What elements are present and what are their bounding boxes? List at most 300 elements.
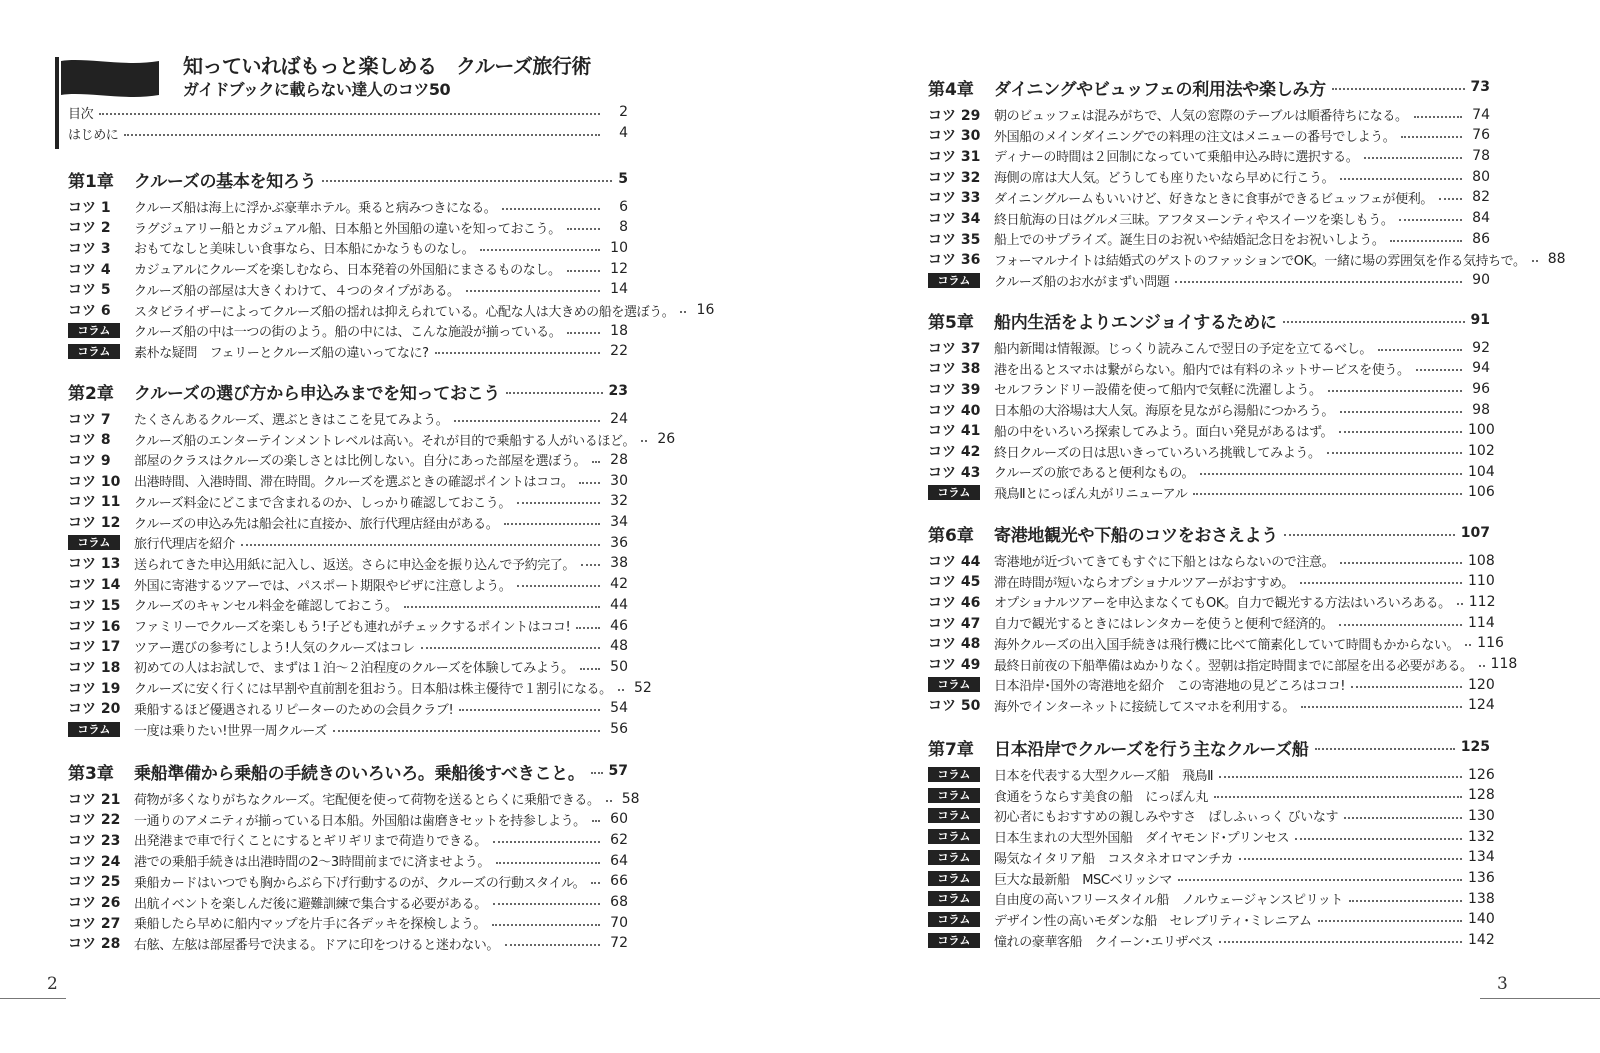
tip-entry xyxy=(68,871,628,892)
entry-title: 海外クルーズの出入国手続きは飛行機に比べて簡素化していて時間もかからない。 xyxy=(994,637,1460,653)
leader-dots xyxy=(1339,624,1462,626)
leader-dots xyxy=(505,944,600,946)
entry-title: 一通りのアメニティが揃っている日本船。外国船は歯磨きセットを持参しよう。 xyxy=(134,813,586,829)
tip-label: コツ 37 xyxy=(928,340,981,357)
entry-title: 乗船したら早めに船内マップを片手に各デッキを探検しよう。 xyxy=(134,917,487,933)
entry-page: 104 xyxy=(1468,463,1495,480)
entry-title: 日本を代表する大型クルーズ船 飛鳥Ⅱ xyxy=(994,769,1214,784)
tip-label: コツ 42 xyxy=(928,444,981,460)
tip-entry xyxy=(68,196,628,217)
leader-dots xyxy=(421,647,600,649)
tip-entry xyxy=(68,217,628,238)
leader-dots xyxy=(459,709,600,711)
tip-label: コツ 36 xyxy=(928,252,981,269)
tip-entry xyxy=(68,237,628,258)
front-matter-entry xyxy=(68,102,628,122)
entry-title: 船の中をいろいろ探索してみよう。面白い発見があるはず。 xyxy=(994,424,1334,440)
entry-page: 60 xyxy=(610,811,628,828)
tip-entry xyxy=(68,636,628,657)
leader-dots xyxy=(1401,136,1462,138)
entry-title: 終日クルーズの日は思いきっていろいろ挑戦してみよう。 xyxy=(994,445,1321,461)
entry-title: 荷物が多くなりがちなクルーズ。宅配便を使って荷物を送るとらくに乗船できる。 xyxy=(134,793,600,808)
entry-page: 108 xyxy=(1468,552,1495,569)
leader-dots xyxy=(99,113,600,115)
column-entry xyxy=(68,532,628,553)
tip-entry xyxy=(68,788,640,809)
entry-title: 寄港地が近づいてきてもすぐに下船とはならないので注意。 xyxy=(994,555,1335,570)
tip-label: コツ 14 xyxy=(68,577,121,594)
entry-title: 旅行代理店を紹介 xyxy=(134,537,235,553)
leader-dots xyxy=(1300,582,1462,584)
entry-title: クルーズ船の中は一つの街のよう。船の中には、こんな施設が揃っている。 xyxy=(134,325,562,341)
tip-label: コツ 15 xyxy=(68,597,121,614)
tip-label: コツ 7 xyxy=(68,411,111,428)
tip-label: コツ 46 xyxy=(928,594,981,611)
tip-label: コツ 19 xyxy=(68,680,121,697)
entry-page: 30 xyxy=(610,472,628,489)
chapter-title: 寄港地観光や下船のコツをおさえよう xyxy=(994,525,1278,546)
chapter-title: ダイニングやビュッフェの利用法や楽しみ方 xyxy=(994,79,1326,100)
entry-page: 32 xyxy=(610,493,628,510)
leader-dots xyxy=(1283,321,1465,323)
entry-page: 16 xyxy=(696,302,715,318)
tip-label: コツ 5 xyxy=(68,282,111,299)
entry-page: 80 xyxy=(1472,168,1490,185)
entry-title: 外国に寄港するツアーでは、パスポート期限やビザに注意しよう。 xyxy=(134,578,512,594)
tip-entry xyxy=(68,809,628,830)
column-entry xyxy=(928,930,1495,951)
tip-label: コツ 39 xyxy=(928,381,981,398)
tip-label: コツ 21 xyxy=(68,791,121,808)
entry-page: 6 xyxy=(619,198,628,215)
entry-page: 88 xyxy=(1547,251,1566,268)
entry-page: 36 xyxy=(610,534,628,551)
leader-dots xyxy=(404,606,600,608)
leader-dots xyxy=(493,903,600,905)
entry-title: クルーズ料金にどこまで含まれるのか、しっかり確認しておこう。 xyxy=(134,495,511,511)
entry-title: クルーズの申込み先は船会社に直接か、旅行代理店経由がある。 xyxy=(134,516,499,532)
tip-entry xyxy=(928,550,1495,571)
chapter-heading xyxy=(68,166,628,192)
chapter-heading xyxy=(68,758,628,784)
entry-page: 96 xyxy=(1472,380,1490,397)
column-entry xyxy=(928,482,1495,503)
chapter-title: 船内生活をよりエンジョイするために xyxy=(994,312,1277,333)
leader-dots xyxy=(504,523,600,525)
tip-label: コツ 30 xyxy=(928,128,981,145)
entry-page: 102 xyxy=(1468,443,1495,459)
tip-label: コツ 44 xyxy=(928,553,981,570)
leader-dots xyxy=(1200,473,1462,475)
tip-entry xyxy=(68,912,628,933)
tip-entry xyxy=(68,512,628,533)
leader-dots xyxy=(1339,431,1462,433)
tip-entry xyxy=(928,187,1490,208)
tip-entry xyxy=(928,695,1495,716)
entry-page: 120 xyxy=(1468,676,1495,693)
tip-label: コツ 26 xyxy=(68,895,121,911)
entry-page: 10 xyxy=(610,239,628,256)
column-badge: コラム xyxy=(928,891,980,906)
leader-dots xyxy=(1457,603,1463,605)
entry-title: ファミリーでクルーズを楽しもう!子ども連れがチェックするポイントはココ! xyxy=(134,620,571,635)
entry-title: ツアー選びの参考にしよう!人気のクルーズはコレ xyxy=(134,640,415,656)
leader-dots xyxy=(618,689,624,691)
column-badge: コラム xyxy=(928,871,980,886)
tip-label: コツ 47 xyxy=(928,615,981,632)
entry-title: 船上でのサプライズ。誕生日のお祝いや結婚記念日をお祝いしよう。 xyxy=(994,233,1385,249)
contents-label: CONTENTS xyxy=(63,45,142,62)
leader-dots xyxy=(517,502,600,504)
entry-title: 終日航海の日はグルメ三昧。アフタヌーンティやスイーツを楽しもう。 xyxy=(994,212,1394,228)
column-badge: コラム xyxy=(68,344,120,359)
leader-dots xyxy=(1315,748,1455,750)
leader-dots xyxy=(1479,665,1485,667)
leader-dots xyxy=(1284,534,1455,536)
tip-entry xyxy=(68,933,628,954)
tip-label: コツ 31 xyxy=(928,148,981,165)
tip-label: コツ 40 xyxy=(928,402,981,419)
entry-title: はじめに xyxy=(68,127,119,143)
leader-dots xyxy=(1332,88,1465,90)
entry-title: クルーズのキャンセル料金を確認しておこう。 xyxy=(134,599,398,615)
entry-title: 憧れの豪華客船 クイーン･エリザベス xyxy=(994,934,1214,950)
entry-title: 送られてきた申込用紙に記入し、返送。さらに申込金を振り込んで予約完了。 xyxy=(134,557,576,573)
column-entry xyxy=(928,888,1495,909)
tip-label: コツ 10 xyxy=(68,473,121,490)
leader-dots xyxy=(1219,776,1462,778)
column-badge: コラム xyxy=(928,677,980,692)
entry-page: 68 xyxy=(610,894,628,910)
chapter-title: 日本沿岸でクルーズを行う主なクルーズ船 xyxy=(994,739,1309,760)
tip-label: コツ 18 xyxy=(68,659,121,676)
column-entry xyxy=(928,674,1495,695)
leader-dots xyxy=(1364,157,1462,159)
tip-entry xyxy=(68,698,628,719)
entry-title: 乗船するほど優遇されるリピーターのための会員クラブ! xyxy=(134,702,454,718)
book-subtitle: ガイドブックに載らない達人のコツ50 xyxy=(183,80,451,99)
chapter-heading xyxy=(928,520,1490,546)
entry-title: 初心者にもおすすめの親しみやすさ ぱしふぃっく びいなす xyxy=(994,810,1339,826)
tip-entry xyxy=(928,228,1490,249)
leader-dots xyxy=(322,180,612,182)
entry-page: 86 xyxy=(1472,230,1490,247)
entry-page: 118 xyxy=(1490,656,1518,672)
tip-entry xyxy=(928,633,1504,654)
tip-label: コツ 16 xyxy=(68,618,121,635)
entry-page: 132 xyxy=(1468,828,1495,845)
tip-label: コツ 34 xyxy=(928,211,981,227)
tip-entry xyxy=(928,378,1490,399)
entry-page: 56 xyxy=(610,721,628,737)
entry-title: 朝のビュッフェは混みがちで、人気の窓際のテーブルは順番待ちになる。 xyxy=(994,109,1408,124)
leader-dots xyxy=(1175,281,1462,283)
entry-page: 78 xyxy=(1472,147,1490,164)
leader-dots xyxy=(1340,411,1462,413)
leader-dots xyxy=(506,392,602,394)
tip-label: コツ 33 xyxy=(928,190,981,207)
leader-dots xyxy=(435,352,600,354)
chapter-label: 第4章 xyxy=(928,79,974,100)
chapter-label: 第5章 xyxy=(928,312,974,333)
leader-dots xyxy=(241,544,600,546)
entry-title: 食通をうならす美食の船 にっぽん丸 xyxy=(994,789,1208,805)
entry-title: 飛鳥Ⅱとにっぽん丸がリニューアル xyxy=(994,486,1188,502)
entry-title: スタビライザーによってクルーズ船の揺れは抑えられている。心配な人は大きめの船を選ぼう。 xyxy=(134,304,675,320)
entry-page: 114 xyxy=(1468,614,1495,631)
entry-title: 港での乗船手続きは出港時間の2～3時間前までに済ませよう。 xyxy=(134,855,490,871)
tip-label: コツ 13 xyxy=(68,556,121,573)
entry-title: クルーズ船の部屋は大きくわけて、４つのタイプがある。 xyxy=(134,283,460,299)
entry-title: 外国船のメインダイニングでの料理の注文はメニューの番号でしよう。 xyxy=(994,129,1396,145)
column-badge: コラム xyxy=(928,829,980,844)
chapter-page: 91 xyxy=(1470,312,1490,328)
entry-title: デザイン性の高いモダンな船 セレブリティ･ミレニアム xyxy=(994,913,1312,929)
entry-title: セルフランドリー設備を使って船内で気軽に洗濯しよう。 xyxy=(994,383,1322,399)
tip-label: コツ 49 xyxy=(928,657,981,673)
footer-rule-right xyxy=(1480,998,1600,999)
leader-dots xyxy=(1328,390,1462,392)
chapter-heading xyxy=(928,307,1490,333)
chapter-page: 125 xyxy=(1460,739,1490,755)
entry-title: ラグジュアリー船とカジュアル船、日本船と外国船の違いを知っておこう。 xyxy=(134,221,561,237)
tip-entry xyxy=(68,300,715,321)
leader-dots xyxy=(606,800,612,802)
entry-page: 98 xyxy=(1472,401,1490,418)
entry-title: ディナーの時間は２回制になっていて乗船申込み時に選択する。 xyxy=(994,150,1359,166)
right-page xyxy=(800,0,1600,1053)
entry-page: 106 xyxy=(1468,484,1495,501)
leader-dots xyxy=(124,134,600,136)
tip-entry xyxy=(928,249,1566,270)
column-badge: コラム xyxy=(928,850,980,865)
chapter-page: 73 xyxy=(1470,79,1490,95)
tip-entry xyxy=(68,615,628,636)
entry-title: おもてなしと美味しい食事なら、日本船にかなうものなし。 xyxy=(134,242,475,258)
page-number-right: 3 xyxy=(1497,974,1508,994)
leader-dots xyxy=(680,311,686,313)
leader-dots xyxy=(591,882,600,884)
front-matter-entry xyxy=(68,123,628,143)
leader-dots xyxy=(580,668,600,670)
entry-page: 90 xyxy=(1472,272,1490,289)
tip-label: コツ 35 xyxy=(928,231,981,248)
entry-page: 34 xyxy=(610,514,628,530)
column-entry xyxy=(68,719,628,740)
tip-entry xyxy=(68,258,628,279)
entry-title: オプショナルツアーを申込まなくてもOK。自力で観光する方法はいろいろある。 xyxy=(994,596,1451,612)
tip-entry xyxy=(928,461,1495,482)
entry-page: 140 xyxy=(1468,911,1495,928)
tip-label: コツ 48 xyxy=(928,636,981,653)
leader-dots xyxy=(466,290,600,292)
entry-title: クルーズ船のエンターテインメントレベルは高い。それが目的で乗船する人がいるほど。 xyxy=(134,433,636,449)
leader-dots xyxy=(1414,116,1462,118)
entry-page: 70 xyxy=(610,914,628,931)
entry-page: 136 xyxy=(1468,870,1495,886)
tip-entry xyxy=(68,594,628,615)
leader-dots xyxy=(1399,219,1462,221)
page-number-left: 2 xyxy=(47,974,58,994)
entry-title: 目次 xyxy=(68,106,94,122)
entry-page: 42 xyxy=(610,576,628,593)
entry-page: 48 xyxy=(610,638,628,655)
entry-title: 最終日前夜の下船準備はぬかりなく。翌朝は指定時間までに部屋を出る必要がある。 xyxy=(994,658,1473,674)
tip-label: コツ 32 xyxy=(928,169,981,186)
leader-dots xyxy=(1439,198,1462,200)
entry-page: 94 xyxy=(1472,360,1490,377)
chapter-page: 107 xyxy=(1460,525,1490,541)
entry-page: 72 xyxy=(610,935,628,952)
entry-page: 24 xyxy=(610,410,628,427)
tip-label: コツ 8 xyxy=(68,432,111,449)
entry-page: 62 xyxy=(610,831,628,848)
entry-page: 22 xyxy=(610,343,628,360)
leader-dots xyxy=(1351,686,1462,688)
entry-page: 84 xyxy=(1472,210,1490,226)
leader-dots xyxy=(1327,452,1462,454)
leader-dots xyxy=(576,627,600,629)
entry-title: フォーマルナイトは結婚式のゲストのファッションでOK。一緒に場の雰囲気を作る気持ちで。 xyxy=(994,253,1526,269)
entry-title: 日本生まれの大型外国船 ダイヤモンド･プリンセス xyxy=(994,831,1290,847)
entry-title: 一度は乗りたい!世界一周クルーズ xyxy=(134,723,327,739)
column-badge: コラム xyxy=(928,788,980,803)
entry-page: 64 xyxy=(610,852,628,869)
column-badge: コラム xyxy=(928,485,980,500)
tip-entry xyxy=(928,166,1490,187)
entry-page: 116 xyxy=(1477,635,1504,652)
chapter-label: 第7章 xyxy=(928,739,974,760)
chapter-title: 乗船準備から乗船の手続きのいろいろ。乗船後すべきこと。 xyxy=(134,763,585,784)
leader-dots xyxy=(1340,178,1462,180)
column-badge: コラム xyxy=(928,933,980,948)
leader-dots xyxy=(496,862,600,864)
chapter-title: クルーズの選び方から申込みまでを知っておこう xyxy=(134,383,501,404)
entry-title: 右舷、左舷は部屋番号で決まる。ドアに印をつけると迷わない。 xyxy=(134,937,500,953)
tip-entry xyxy=(928,654,1518,675)
entry-page: 92 xyxy=(1472,339,1490,356)
leader-dots xyxy=(480,249,600,251)
entry-title: 乗船カードはいつでも胸からぶら下げ行動するのが、クルーズの行動スタイル。 xyxy=(134,875,586,891)
chapter-heading xyxy=(68,378,628,404)
leader-dots xyxy=(1295,838,1462,840)
leader-dots xyxy=(592,820,600,822)
tip-entry xyxy=(68,574,628,595)
leader-dots xyxy=(1318,920,1462,922)
chapter-label: 第6章 xyxy=(928,525,974,546)
entry-page: 4 xyxy=(619,125,628,141)
leader-dots xyxy=(1340,562,1462,564)
leader-dots xyxy=(502,208,600,210)
leader-dots xyxy=(1301,706,1462,708)
tip-entry xyxy=(928,358,1490,379)
leader-dots xyxy=(1344,817,1462,819)
entry-title: 港を出るとスマホは繋がらない。船内では有料のネットサービスを使う。 xyxy=(994,362,1410,378)
entry-title: 海外でインターネットに接続してスマホを利用する。 xyxy=(994,699,1295,715)
entry-title: 初めての人はお試しで、まずは１泊～２泊程度のクルーズを体験してみよう。 xyxy=(134,661,574,677)
tip-label: コツ 17 xyxy=(68,639,121,656)
chapter-title: クルーズの基本を知ろう xyxy=(134,171,317,192)
entry-page: 50 xyxy=(610,658,628,675)
chapter-page: 23 xyxy=(608,383,628,399)
entry-page: 28 xyxy=(610,451,628,468)
entry-title: 日本船の大浴場は大人気。海原を見ながら湯船につかろう。 xyxy=(994,404,1334,420)
tip-entry xyxy=(68,279,628,300)
column-badge: コラム xyxy=(928,767,980,782)
entry-title: 滞在時間が短いならオプショナルツアーがおすすめ。 xyxy=(994,575,1294,591)
tip-entry xyxy=(68,850,628,871)
tip-entry xyxy=(68,449,628,470)
tip-label: コツ 29 xyxy=(928,107,981,124)
entry-page: 26 xyxy=(657,431,676,448)
entry-page: 82 xyxy=(1472,189,1490,206)
tip-entry xyxy=(68,677,652,698)
column-badge: コラム xyxy=(68,722,120,737)
tip-entry xyxy=(68,429,676,450)
leader-dots xyxy=(1349,900,1462,902)
tip-label: コツ 38 xyxy=(928,361,981,378)
leader-dots xyxy=(592,461,600,463)
tip-entry xyxy=(68,470,628,491)
footer-rule-left xyxy=(0,998,66,999)
leader-dots xyxy=(567,332,600,334)
entry-title: カジュアルにクルーズを楽しむなら、日本発着の外国船にまさるものなし。 xyxy=(134,263,561,279)
entry-page: 44 xyxy=(610,596,628,613)
tip-entry xyxy=(928,337,1490,358)
leader-dots xyxy=(579,482,600,484)
leader-dots xyxy=(1390,240,1462,242)
column-entry xyxy=(928,826,1495,847)
entry-page: 142 xyxy=(1468,932,1495,949)
entry-title: クルーズ船のお水がまずい問題 xyxy=(994,274,1170,290)
column-entry xyxy=(928,805,1495,826)
entry-title: 出航イベントを楽しんだ後に避難訓練で集合する必要がある。 xyxy=(134,896,487,912)
leader-dots xyxy=(1378,349,1462,351)
chapter-page: 5 xyxy=(618,171,628,187)
tip-label: コツ 23 xyxy=(68,832,121,849)
chapter-label: 第3章 xyxy=(68,763,114,784)
entry-page: 124 xyxy=(1468,697,1495,714)
leader-dots xyxy=(1214,796,1462,798)
tip-entry xyxy=(928,208,1490,229)
entry-page: 76 xyxy=(1472,127,1490,144)
leader-dots xyxy=(641,440,647,442)
tip-entry xyxy=(928,420,1495,441)
column-entry xyxy=(928,785,1495,806)
column-badge: コラム xyxy=(928,273,980,288)
entry-page: 58 xyxy=(621,790,640,807)
entry-title: 自由度の高いフリースタイル船 ノルウェージャンスピリット xyxy=(994,893,1343,909)
entry-title: クルーズに安く行くには早割や直前割を狙おう。日本船は株主優待で１割引になる。 xyxy=(134,682,612,698)
entry-page: 8 xyxy=(619,219,628,236)
chapter-label: 第1章 xyxy=(68,171,114,192)
entry-title: 陽気なイタリア船 コスタネオロマンチカ xyxy=(994,851,1234,867)
entry-title: 出港時間、入港時間、滞在時間。クルーズを選ぶときの確認ポイントはココ。 xyxy=(134,475,574,491)
entry-page: 38 xyxy=(610,555,628,572)
entry-page: 138 xyxy=(1468,890,1495,907)
tip-label: コツ 28 xyxy=(68,936,121,953)
tip-label: コツ 12 xyxy=(68,515,121,531)
tip-label: コツ 9 xyxy=(68,452,111,469)
entry-page: 54 xyxy=(610,700,628,717)
entry-page: 128 xyxy=(1468,787,1495,804)
chapter-heading xyxy=(928,74,1490,100)
column-entry xyxy=(68,341,628,362)
entry-page: 66 xyxy=(610,873,628,890)
leader-dots xyxy=(567,228,600,230)
entry-page: 110 xyxy=(1468,573,1495,590)
tip-entry xyxy=(68,491,628,512)
